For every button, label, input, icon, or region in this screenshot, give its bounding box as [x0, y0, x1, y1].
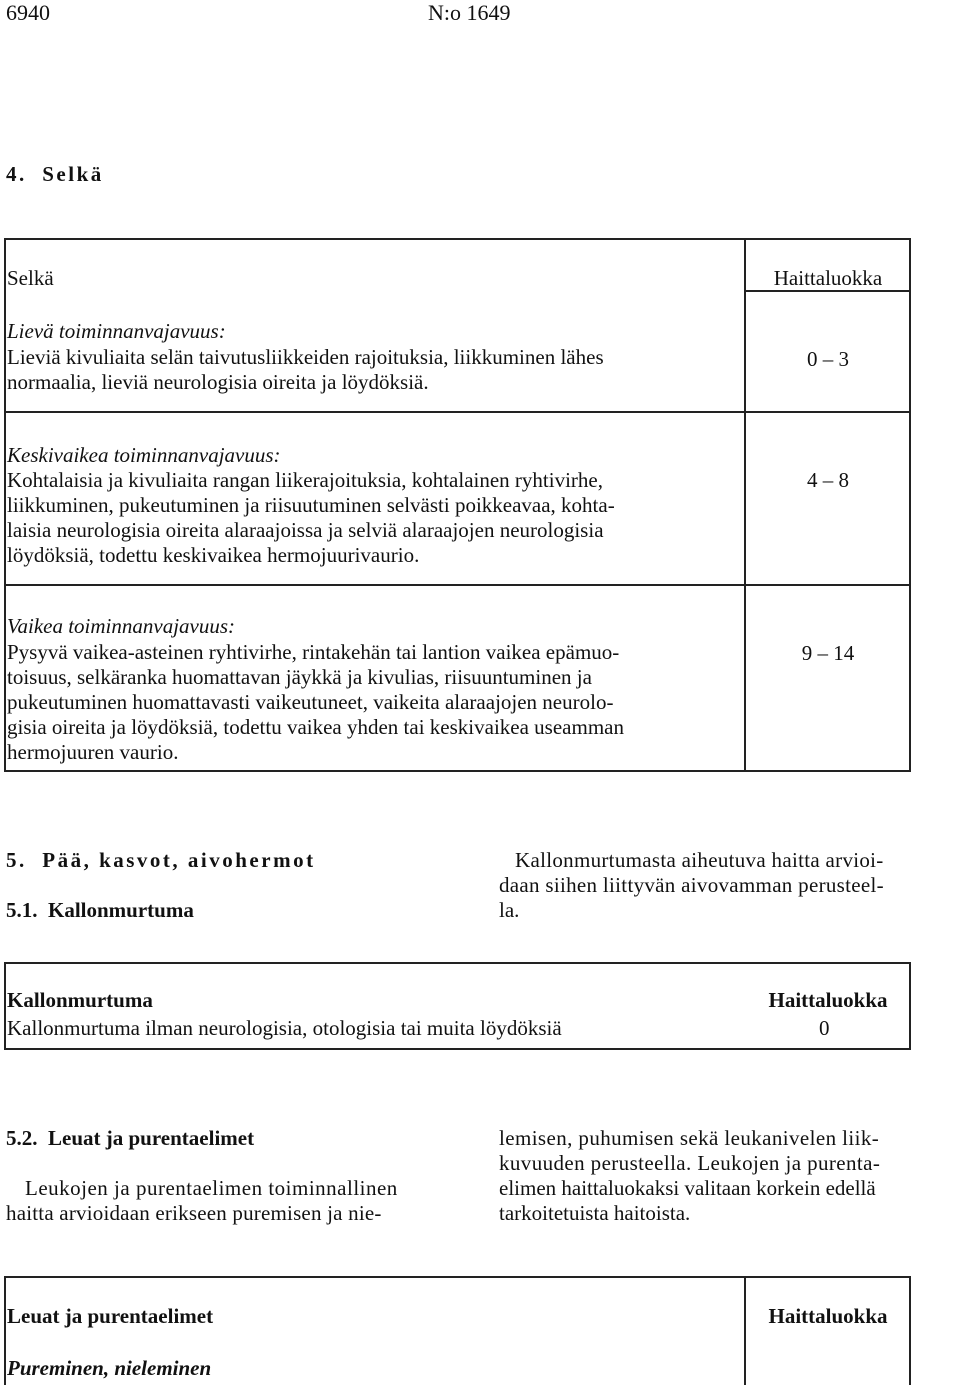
- text-line: pukeutuminen huomattavasti vaikeutuneet, vaikeita alaraajojen neurolo-: [7, 690, 614, 714]
- page-number: 6940: [6, 0, 50, 25]
- selka-table-row-rule-2: [4, 584, 911, 586]
- section-5-1-intro: [499, 848, 958, 923]
- issue-number: N:o 1649: [428, 0, 511, 25]
- kallonmurtuma-row-class: 0: [819, 1016, 830, 1040]
- leuat-row-label: Pureminen, nieleminen: [7, 1356, 212, 1380]
- row-mild-label: Lievä toiminnanvajavuus:: [7, 319, 226, 343]
- text-line: elimen haittaluokaksi valitaan korkein edellä: [499, 1176, 876, 1200]
- text-line: liikkuminen, pukeutuminen ja riisuutuminen selvästi poikkeavaa, kohta-: [7, 493, 615, 517]
- text-line: löydöksiä, todettu keskivaikea hermojuurivaurio.: [7, 543, 420, 567]
- selka-table-title: Selkä: [7, 266, 54, 290]
- section-4-heading: 4. Selkä: [6, 162, 104, 186]
- text-line: Pysyvä vaikea-asteinen ryhtivirhe, rintakehän tai lantion vaikea epämuo-: [7, 640, 620, 664]
- kallonmurtuma-row-text: Kallonmurtuma ilman neurologisia, otologisia tai muita löydöksiä: [7, 1016, 562, 1040]
- text-line: kuvuuden perusteella. Leukojen ja purenta-: [499, 1151, 881, 1175]
- text-line: Lieviä kivuliaita selän taivutusliikkeiden rajoituksia, liikkuminen lähes: [7, 345, 604, 369]
- text-line: normaalia, lieviä neurologisia oireita ja löydöksiä.: [7, 370, 429, 394]
- text-line: Kallonmurtumasta aiheutuva haitta arvioi-: [515, 848, 884, 872]
- section-5-2-heading: 5.2. Leuat ja purentaelimet: [6, 1126, 255, 1150]
- row-severe-class: 9 – 14: [801, 641, 855, 665]
- text-line: hermojuuren vaurio.: [7, 740, 179, 764]
- row-moderate-label: Keskivaikea toiminnanvajavuus:: [7, 443, 281, 467]
- selka-table-class-header: Haittaluokka: [773, 266, 883, 290]
- section-5-1-heading: 5.1. Kallonmurtuma: [6, 898, 194, 922]
- row-severe-text: [7, 640, 745, 765]
- section-5-2-left-text: [6, 1176, 466, 1226]
- text-line: Kohtalaisia ja kivuliaita rangan liikerajoituksia, kohtalainen ryhtivirhe,: [7, 468, 603, 492]
- text-line: daan siihen liittyvän aivovamman perusteel-: [499, 873, 884, 897]
- text-line: toisuus, selkäranka huomattavan jäykkä ja kivulias, riisuuntuminen ja: [7, 665, 592, 689]
- text-line: gisia oireita ja löydöksiä, todettu vaikea yhden tai keskivaikea useamman: [7, 715, 624, 739]
- leuat-table-title: Leuat ja purentaelimet: [7, 1304, 214, 1328]
- kallonmurtuma-table-title: Kallonmurtuma: [7, 988, 153, 1012]
- row-mild-text: [7, 345, 742, 395]
- row-mild-class: 0 – 3: [807, 347, 849, 371]
- section-5-heading: 5. Pää, kasvot, aivohermot: [6, 848, 316, 872]
- row-severe-label: Vaikea toiminnanvajavuus:: [7, 614, 236, 638]
- section-5-2-right-text: [499, 1126, 958, 1226]
- text-line: la.: [499, 898, 520, 922]
- text-line: lemisen, puhumisen sekä leukanivelen liik-: [499, 1126, 880, 1150]
- text-line: laisia neurologisia oireita alaraajoissa ja selviä alaraajojen neurologisia: [7, 518, 604, 542]
- selka-table-row-rule-1: [4, 411, 911, 413]
- row-moderate-class: 4 – 8: [807, 468, 849, 492]
- kallonmurtuma-table-class-header: Haittaluokka: [768, 988, 888, 1012]
- text-line: haitta arvioidaan erikseen puremisen ja nie-: [6, 1201, 382, 1225]
- text-line: Leukojen ja purentaelimen toiminnallinen: [25, 1176, 398, 1200]
- leuat-table-class-header: Haittaluokka: [768, 1304, 888, 1328]
- row-moderate-text: [7, 468, 742, 568]
- leuat-table-column-divider: [744, 1276, 746, 1385]
- text-line: tarkoitetuista haitoista.: [499, 1201, 691, 1225]
